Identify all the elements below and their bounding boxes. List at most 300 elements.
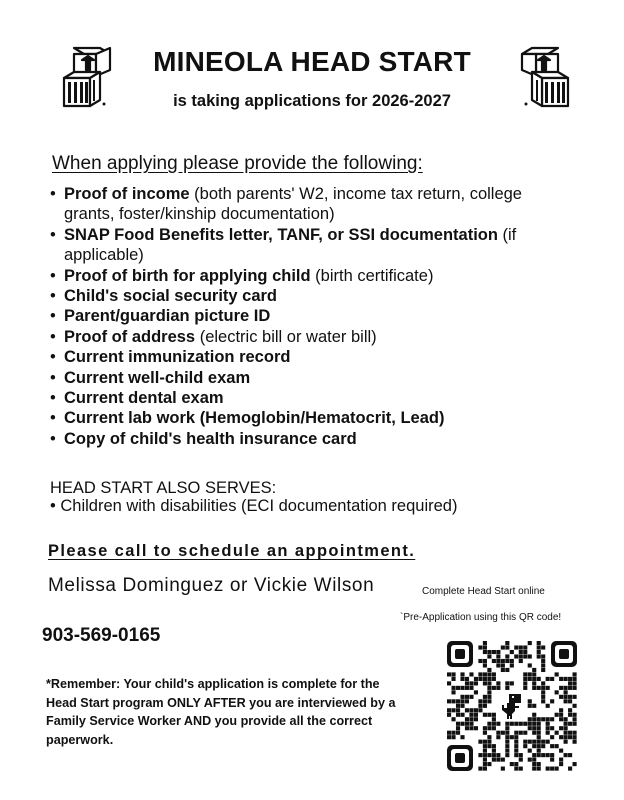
qr-module — [573, 695, 577, 699]
qr-module — [532, 722, 536, 726]
qr-module — [505, 654, 509, 658]
qr-module — [456, 686, 460, 690]
qr-module — [501, 731, 505, 735]
qr-module — [501, 663, 505, 667]
qr-module — [550, 735, 554, 739]
qr-module — [559, 695, 563, 699]
qr-module — [456, 731, 460, 735]
qr-caption-line1: Complete Head Start online — [422, 586, 545, 597]
qr-module — [478, 645, 482, 649]
qr-module — [514, 762, 518, 766]
qr-module — [487, 722, 491, 726]
qr-module — [514, 744, 518, 748]
qr-module — [465, 695, 469, 699]
qr-module — [487, 740, 491, 744]
qr-module — [541, 717, 545, 721]
qr-module — [532, 717, 536, 721]
qr-module — [537, 744, 541, 748]
qr-module — [532, 731, 536, 735]
qr-module — [505, 722, 509, 726]
qr-module — [532, 758, 536, 762]
qr-module — [469, 681, 473, 685]
qr-module — [532, 762, 536, 766]
qr-module — [564, 699, 568, 703]
qr-module — [501, 659, 505, 663]
qr-module — [505, 740, 509, 744]
qr-module — [519, 731, 523, 735]
list-item: • Current well-child exam — [50, 368, 570, 388]
qr-module — [501, 645, 505, 649]
qr-module — [514, 753, 518, 757]
qr-module — [537, 677, 541, 681]
qr-module — [501, 767, 505, 771]
qr-module — [510, 659, 514, 663]
qr-module — [483, 731, 487, 735]
qr-module — [469, 686, 473, 690]
qr-module — [483, 740, 487, 744]
qr-module — [483, 677, 487, 681]
qr-module — [505, 645, 509, 649]
qr-module — [460, 735, 464, 739]
qr-module — [483, 672, 487, 676]
qr-module — [465, 717, 469, 721]
qr-module — [523, 654, 527, 658]
list-item: • Proof of income (both parents' W2, income tax return, college grants, foster/kinship documentation) — [50, 184, 570, 225]
qr-module — [564, 677, 568, 681]
qr-module — [514, 767, 518, 771]
qr-module — [564, 740, 568, 744]
qr-module — [523, 645, 527, 649]
qr-module — [483, 645, 487, 649]
qr-module — [487, 690, 491, 694]
qr-module — [460, 713, 464, 717]
qr-module — [537, 654, 541, 658]
qr-module — [487, 695, 491, 699]
qr-module — [523, 722, 527, 726]
qr-module — [573, 686, 577, 690]
qr-module — [519, 650, 523, 654]
qr-module — [564, 690, 568, 694]
qr-module — [519, 758, 523, 762]
qr-module — [537, 722, 541, 726]
qr-module — [537, 641, 541, 645]
qr-module — [573, 677, 577, 681]
qr-module — [501, 668, 505, 672]
qr-module — [568, 753, 572, 757]
qr-module — [541, 690, 545, 694]
qr-module — [492, 650, 496, 654]
qr-module — [451, 717, 455, 721]
qr-module — [541, 699, 545, 703]
page-title: MINEOLA HEAD START — [153, 46, 471, 77]
also-serves-heading: HEAD START ALSO SERVES: — [50, 479, 277, 497]
qr-module — [501, 758, 505, 762]
qr-code[interactable] — [447, 641, 577, 771]
qr-module — [523, 672, 527, 676]
qr-module — [496, 663, 500, 667]
qr-module — [550, 758, 554, 762]
qr-module — [546, 704, 550, 708]
qr-module — [505, 681, 509, 685]
qr-module — [546, 717, 550, 721]
qr-module — [487, 753, 491, 757]
qr-module — [469, 672, 473, 676]
also-serves-item: • Children with disabilities (ECI documentation required) — [50, 497, 458, 515]
qr-module — [478, 708, 482, 712]
qr-module — [460, 704, 464, 708]
call-instruction: Please call to schedule an appointment. — [48, 542, 416, 560]
qr-module — [460, 699, 464, 703]
qr-module — [568, 722, 572, 726]
page-subtitle: is taking applications for 2026-2027 — [173, 92, 451, 110]
qr-module — [559, 677, 563, 681]
qr-module — [559, 717, 563, 721]
qr-module — [465, 681, 469, 685]
qr-module — [564, 717, 568, 721]
qr-module — [559, 686, 563, 690]
qr-module — [447, 731, 451, 735]
qr-module — [505, 735, 509, 739]
qr-module — [483, 762, 487, 766]
qr-module — [537, 726, 541, 730]
qr-module — [451, 677, 455, 681]
list-item: • Current lab work (Hemoglobin/Hematocrit, Lead) — [50, 408, 570, 428]
qr-module — [532, 713, 536, 717]
qr-module — [528, 699, 532, 703]
qr-module — [496, 731, 500, 735]
qr-module — [447, 713, 451, 717]
qr-module — [510, 735, 514, 739]
qr-module — [478, 767, 482, 771]
qr-module — [528, 641, 532, 645]
qr-module — [573, 735, 577, 739]
qr-module — [546, 686, 550, 690]
qr-module — [541, 659, 545, 663]
requirements-heading: When applying please provide the following: — [52, 153, 423, 174]
qr-module — [537, 749, 541, 753]
qr-module — [559, 726, 563, 730]
qr-module — [496, 659, 500, 663]
qr-module — [559, 762, 563, 766]
qr-module — [568, 686, 572, 690]
qr-module — [528, 654, 532, 658]
qr-module — [568, 735, 572, 739]
qr-module — [528, 722, 532, 726]
qr-module — [451, 699, 455, 703]
qr-module — [541, 681, 545, 685]
qr-module — [469, 713, 473, 717]
qr-module — [528, 672, 532, 676]
qr-module — [456, 726, 460, 730]
qr-module — [487, 681, 491, 685]
qr-module — [478, 740, 482, 744]
qr-module — [492, 659, 496, 663]
qr-module — [564, 753, 568, 757]
qr-module — [514, 735, 518, 739]
phone-number[interactable]: 903-569-0165 — [42, 625, 161, 646]
qr-module — [568, 713, 572, 717]
qr-module — [555, 731, 559, 735]
qr-module — [550, 744, 554, 748]
qr-module — [519, 767, 523, 771]
qr-module — [451, 686, 455, 690]
qr-module — [474, 717, 478, 721]
qr-module — [537, 767, 541, 771]
qr-module — [537, 645, 541, 649]
qr-module — [564, 686, 568, 690]
qr-module — [568, 731, 572, 735]
list-item: • Child's social security card — [50, 286, 570, 306]
qr-module — [456, 713, 460, 717]
qr-module — [528, 704, 532, 708]
qr-module — [492, 672, 496, 676]
qr-module — [514, 749, 518, 753]
qr-module — [510, 722, 514, 726]
qr-module — [532, 704, 536, 708]
qr-module — [573, 713, 577, 717]
qr-module — [546, 677, 550, 681]
qr-module — [487, 677, 491, 681]
qr-module — [537, 740, 541, 744]
qr-module — [483, 744, 487, 748]
qr-module — [496, 681, 500, 685]
qr-module — [532, 767, 536, 771]
qr-module — [487, 735, 491, 739]
qr-module — [541, 663, 545, 667]
qr-module — [519, 645, 523, 649]
qr-module — [492, 749, 496, 753]
qr-module — [532, 668, 536, 672]
qr-module — [492, 758, 496, 762]
qr-module — [541, 695, 545, 699]
qr-module — [541, 668, 545, 672]
list-item: • Proof of address (electric bill or water bill) — [50, 327, 570, 347]
qr-module — [519, 753, 523, 757]
qr-module — [519, 654, 523, 658]
qr-module — [559, 758, 563, 762]
qr-module — [550, 717, 554, 721]
qr-module — [483, 753, 487, 757]
qr-module — [564, 722, 568, 726]
qr-module — [451, 735, 455, 739]
qr-module — [456, 708, 460, 712]
qr-module — [505, 753, 509, 757]
contact-names: Melissa Dominguez or Vickie Wilson — [48, 575, 375, 596]
qr-module — [555, 690, 559, 694]
qr-module — [487, 699, 491, 703]
qr-module — [532, 677, 536, 681]
qr-module — [474, 726, 478, 730]
qr-module — [573, 704, 577, 708]
qr-module — [505, 744, 509, 748]
qr-module — [465, 686, 469, 690]
qr-module — [483, 695, 487, 699]
qr-module — [496, 722, 500, 726]
qr-module — [546, 767, 550, 771]
qr-module — [523, 677, 527, 681]
qr-module — [505, 686, 509, 690]
qr-module — [523, 744, 527, 748]
qr-module — [537, 731, 541, 735]
qr-module — [483, 767, 487, 771]
qr-module — [487, 713, 491, 717]
qr-module — [505, 668, 509, 672]
qr-module — [469, 717, 473, 721]
qr-module — [492, 753, 496, 757]
qr-module — [564, 731, 568, 735]
qr-module — [550, 677, 554, 681]
qr-module — [465, 699, 469, 703]
qr-module — [510, 762, 514, 766]
qr-module — [460, 722, 464, 726]
qr-module — [559, 713, 563, 717]
qr-module — [523, 686, 527, 690]
qr-module — [532, 740, 536, 744]
qr-module — [537, 735, 541, 739]
qr-module — [514, 654, 518, 658]
reminder-note: *Remember: Your child's application is complete for the Head Start program ONLY AFTER you are interviewed by a Family Service Worker AND you provide all the correct paperwork. — [46, 677, 396, 747]
qr-module — [541, 654, 545, 658]
qr-module — [483, 650, 487, 654]
qr-module — [573, 731, 577, 735]
qr-module — [483, 699, 487, 703]
qr-module — [510, 650, 514, 654]
qr-module — [537, 686, 541, 690]
qr-module — [550, 726, 554, 730]
qr-module — [492, 744, 496, 748]
qr-module — [496, 650, 500, 654]
qr-module — [492, 677, 496, 681]
qr-module — [465, 726, 469, 730]
qr-module — [564, 695, 568, 699]
qr-module — [492, 686, 496, 690]
qr-module — [487, 744, 491, 748]
qr-module — [573, 740, 577, 744]
qr-module — [487, 762, 491, 766]
qr-module — [568, 708, 572, 712]
qr-module — [550, 767, 554, 771]
qr-module — [492, 713, 496, 717]
qr-module — [505, 731, 509, 735]
list-item: • Copy of child's health insurance card — [50, 429, 570, 449]
qr-module — [528, 749, 532, 753]
qr-module — [474, 677, 478, 681]
qr-module — [496, 753, 500, 757]
qr-module — [492, 726, 496, 730]
qr-module — [514, 722, 518, 726]
list-item: • SNAP Food Benefits letter, TANF, or SSI documentation (if applicable) — [50, 225, 570, 266]
qr-module — [573, 672, 577, 676]
qr-module — [496, 686, 500, 690]
qr-module — [541, 753, 545, 757]
qr-module — [469, 708, 473, 712]
qr-module — [528, 717, 532, 721]
list-item: • Proof of birth for applying child (birth certificate) — [50, 266, 570, 286]
qr-module — [523, 731, 527, 735]
qr-module — [541, 686, 545, 690]
qr-module — [447, 681, 451, 685]
list-item: • Parent/guardian picture ID — [50, 306, 570, 326]
qr-module — [487, 686, 491, 690]
qr-module — [505, 749, 509, 753]
qr-module — [519, 659, 523, 663]
qr-module — [532, 726, 536, 730]
qr-module — [505, 659, 509, 663]
qr-module — [487, 668, 491, 672]
qr-module — [532, 753, 536, 757]
qr-module — [528, 677, 532, 681]
qr-module — [456, 699, 460, 703]
list-item: • Current immunization record — [50, 347, 570, 367]
qr-module — [456, 704, 460, 708]
qr-module — [573, 717, 577, 721]
qr-module — [483, 681, 487, 685]
qr-module — [541, 744, 545, 748]
qr-module — [483, 663, 487, 667]
qr-module — [483, 726, 487, 730]
qr-module — [465, 722, 469, 726]
qr-module — [541, 645, 545, 649]
qr-module — [537, 650, 541, 654]
qr-module — [564, 726, 568, 730]
qr-module — [555, 744, 559, 748]
qr-module — [483, 641, 487, 645]
qr-module — [478, 704, 482, 708]
qr-module — [487, 726, 491, 730]
qr-module — [474, 708, 478, 712]
qr-module — [537, 717, 541, 721]
qr-module — [523, 681, 527, 685]
qr-module — [487, 672, 491, 676]
qr-module — [528, 758, 532, 762]
list-item: • Current dental exam — [50, 388, 570, 408]
qr-module — [451, 731, 455, 735]
qr-module — [568, 767, 572, 771]
qr-module — [474, 681, 478, 685]
qr-caption-line2: `Pre-Application using this QR code! — [400, 612, 562, 623]
qr-module — [492, 722, 496, 726]
qr-module — [505, 641, 509, 645]
qr-module — [550, 699, 554, 703]
qr-module — [568, 699, 572, 703]
qr-module — [568, 681, 572, 685]
qr-module — [568, 695, 572, 699]
qr-module — [451, 672, 455, 676]
qr-module — [460, 686, 464, 690]
qr-module — [537, 753, 541, 757]
qr-module — [532, 686, 536, 690]
qr-module — [447, 672, 451, 676]
qr-module — [483, 713, 487, 717]
qr-module — [465, 677, 469, 681]
dinosaur-icon — [497, 691, 527, 721]
qr-module — [564, 735, 568, 739]
qr-module — [487, 654, 491, 658]
qr-module — [523, 650, 527, 654]
qr-module — [514, 645, 518, 649]
qr-module — [555, 713, 559, 717]
qr-module — [483, 659, 487, 663]
qr-module — [510, 681, 514, 685]
qr-module — [460, 677, 464, 681]
qr-module — [546, 722, 550, 726]
qr-module — [465, 708, 469, 712]
qr-module — [447, 708, 451, 712]
qr-module — [447, 699, 451, 703]
qr-module — [469, 726, 473, 730]
qr-module — [510, 663, 514, 667]
qr-module — [460, 695, 464, 699]
